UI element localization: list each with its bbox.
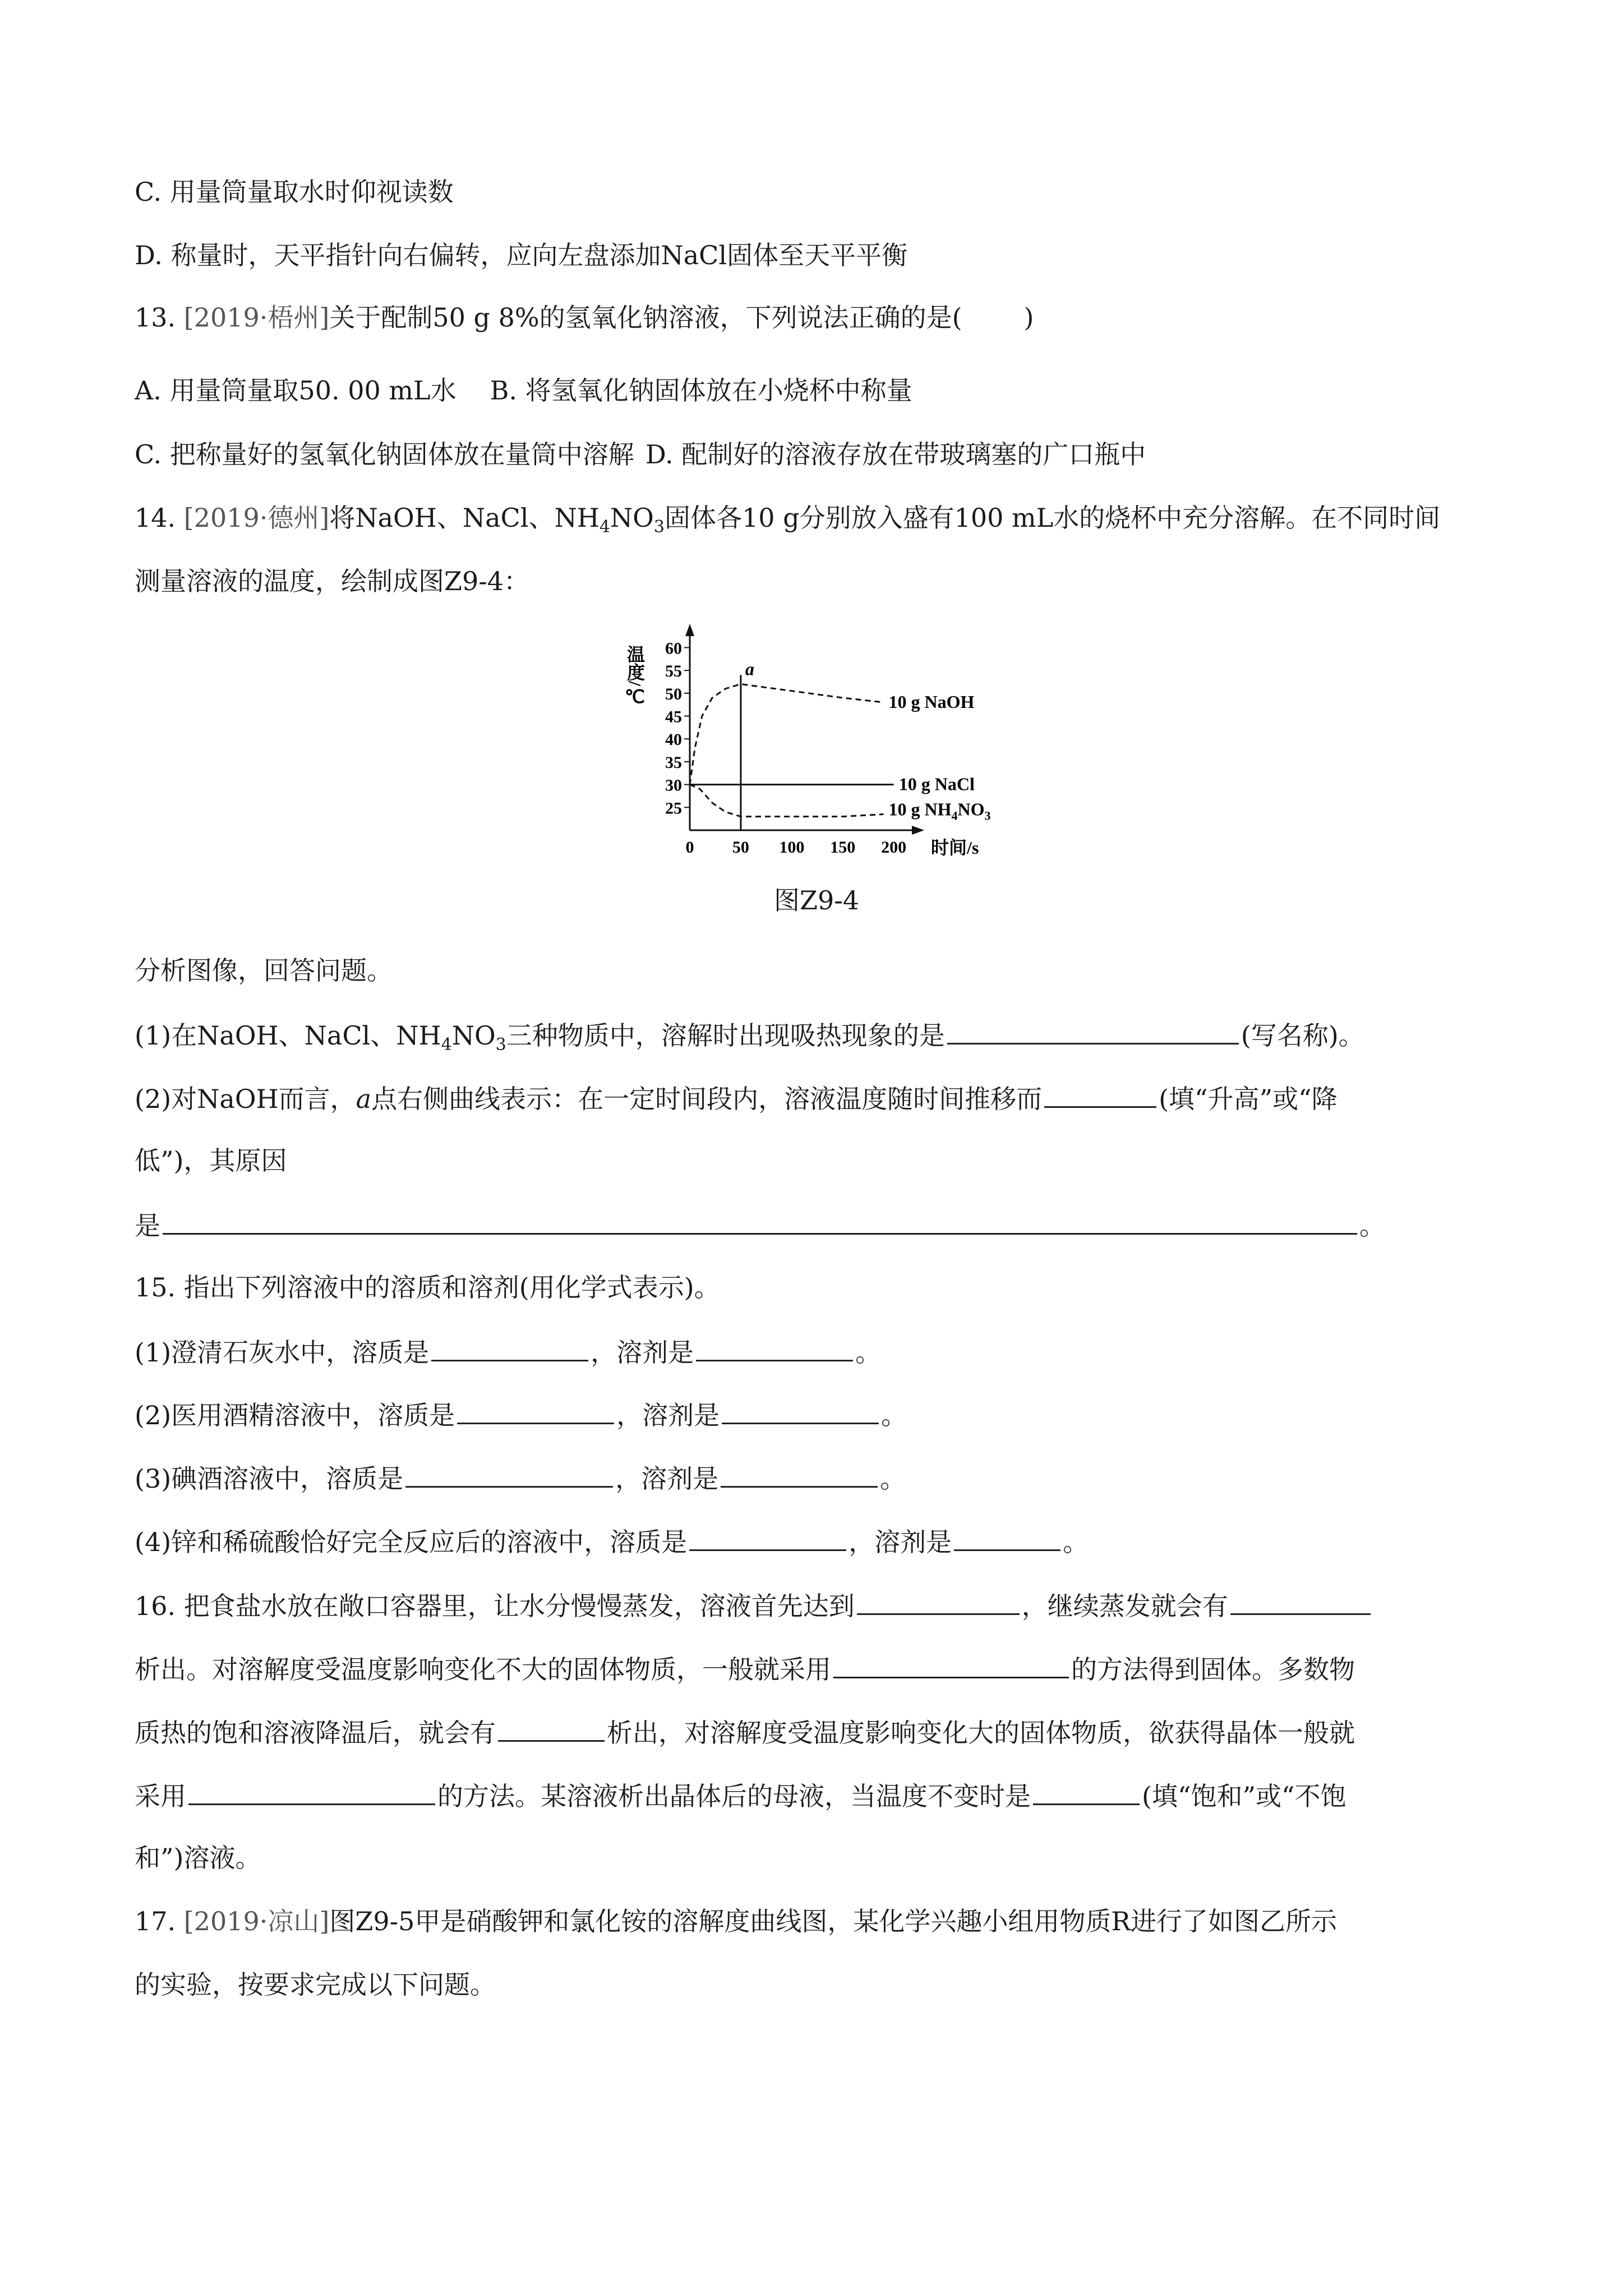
q16-line3: 质热的饱和溶液降温后，就会有 析出，对溶解度受温度影响变化大的固体物质，欲获得晶体一般就 <box>135 1714 1355 1750</box>
y-axis-label: 温度/℃ <box>625 645 645 707</box>
figure-caption: 图Z9-4 <box>774 885 860 915</box>
answer-blank[interactable] <box>457 1397 614 1424</box>
series-label-nh4no3: 10 g $NH_4NO_3$ <box>888 799 991 823</box>
y-tick-label: 30 <box>665 776 682 795</box>
y-tick-label: 40 <box>665 730 682 749</box>
q14-stem: 14. [2019·德州]将NaOH、NaCl、$NH_4NO_3$固体各10 g分别放入盛有100 mL水的烧杯中充分溶解。在不同时间 <box>135 503 1441 537</box>
series-label-naoh: 10 g NaOH <box>888 692 975 712</box>
x-tick-label: 0 <box>685 838 694 857</box>
y-tick-label: 35 <box>665 753 682 772</box>
y-tick-label: 45 <box>665 707 682 726</box>
q16-line4: 采用 的方法。某溶液析出晶体后的母液，当温度不变时是 (填“饱和”或“不饱 <box>135 1778 1347 1813</box>
q15-item2: (2)医用酒精溶液中，溶质是 ，溶剂是 。 <box>135 1397 907 1432</box>
answer-blank[interactable] <box>163 1207 1357 1235</box>
q15-stem: 15. 指出下列溶液中的溶质和溶剂(用化学式表示)。 <box>135 1272 720 1303</box>
answer-blank[interactable] <box>431 1334 588 1361</box>
q17-source: [2019·凉山] <box>183 1906 330 1936</box>
q14-part1: (1)在NaOH、NaCl、$NH_4NO_3$三种物质中，溶解时出现吸热现象的是 (写名称)。 <box>135 1017 1364 1052</box>
series-naoh <box>690 684 884 785</box>
y-tick-label: 25 <box>665 799 682 818</box>
q16-line2: 析出。对溶解度受温度影响变化不大的固体物质，一般就采用 的方法得到固体。多数物 <box>135 1651 1355 1686</box>
answer-blank[interactable] <box>954 1524 1061 1551</box>
y-tick-label: 60 <box>665 639 682 658</box>
y-tick-label: 50 <box>665 684 682 703</box>
q13-options-ab: A. 用量筒量取50. 00 mL水 B. 将氢氧化钠固体放在小烧杯中称量 <box>135 375 912 406</box>
q12-option-d: D. 称量时，天平指针向右偏转，应向左盘添加NaCl固体至天平平衡 <box>135 240 908 270</box>
q14-part2-line2: 低”)，其原因 <box>135 1145 287 1176</box>
q15-item1: (1)澄清石灰水中，溶质是 ，溶剂是 。 <box>135 1334 881 1369</box>
q14-stem-line2: 测量溶液的温度，绘制成图Z9-4： <box>135 566 530 596</box>
answer-blank[interactable] <box>721 1460 878 1488</box>
answer-blank[interactable] <box>857 1588 1020 1615</box>
answer-blank[interactable] <box>689 1524 846 1551</box>
q14-prompt: 分析图像，回答问题。 <box>135 955 393 986</box>
q14-source: [2019·德州] <box>183 503 330 533</box>
x-tick-label: 100 <box>779 838 805 857</box>
x-tick-label: 50 <box>732 838 749 857</box>
y-tick-label: 55 <box>665 662 682 681</box>
q14-part2-line3: 是 。 <box>135 1207 1385 1243</box>
q17-stem: 17. [2019·凉山]图Z9-5甲是硝酸钾和氯化铵的溶解度曲线图，某化学兴趣小组用物质R进行了如图乙所示 <box>135 1906 1338 1936</box>
point-a-label: a <box>745 659 754 679</box>
q14-part2: (2)对NaOH而言，a点右侧曲线表示：在一定时间段内，溶液温度随时间推移而 (填“升高”或“降 <box>135 1080 1338 1116</box>
q13-stem: 13. [2019·梧州]关于配制50 g 8%的氢氧化钠溶液，下列说法正确的是( ) <box>135 302 1034 333</box>
q16-line5: 和”)溶液。 <box>135 1843 261 1873</box>
answer-blank[interactable] <box>947 1017 1239 1045</box>
answer-blank[interactable] <box>1044 1080 1156 1108</box>
answer-blank[interactable] <box>405 1460 613 1488</box>
answer-blank[interactable] <box>833 1651 1069 1678</box>
q15-item4: (4)锌和稀硫酸恰好完全反应后的溶液中，溶质是 ，溶剂是 。 <box>135 1524 1089 1559</box>
q12-option-c: C. 用量筒量取水时仰视读数 <box>135 177 454 207</box>
answer-blank[interactable] <box>188 1778 435 1805</box>
answer-blank[interactable] <box>722 1397 879 1424</box>
temperature-time-chart <box>617 611 1043 875</box>
answer-blank[interactable] <box>696 1334 853 1361</box>
q17-stem-line2: 的实验，按要求完成以下问题。 <box>135 1970 496 2000</box>
q15-item3: (3)碘酒溶液中，溶质是 ，溶剂是 。 <box>135 1460 906 1496</box>
q16-line1: 16. 把食盐水放在敞口容器里，让水分慢慢蒸发，溶液首先达到 ，继续蒸发就会有 <box>135 1588 1373 1623</box>
y-axis-arrow <box>685 624 694 636</box>
q13-options-cd: C. 把称量好的氢氧化钠固体放在量筒中溶解 D. 配制好的溶液存放在带玻璃塞的广口瓶中 <box>135 439 1146 470</box>
series-label-nacl: 10 g NaCl <box>898 774 975 794</box>
series-nh4no3 <box>690 785 884 817</box>
q13-source: [2019·梧州] <box>183 302 330 333</box>
answer-blank[interactable] <box>1230 1588 1371 1615</box>
x-axis-label: 时间/s <box>931 838 979 858</box>
answer-blank[interactable] <box>1033 1778 1140 1805</box>
x-axis-arrow <box>912 826 924 835</box>
x-tick-label: 150 <box>830 838 856 857</box>
answer-blank[interactable] <box>498 1714 605 1742</box>
x-tick-label: 200 <box>881 838 907 857</box>
